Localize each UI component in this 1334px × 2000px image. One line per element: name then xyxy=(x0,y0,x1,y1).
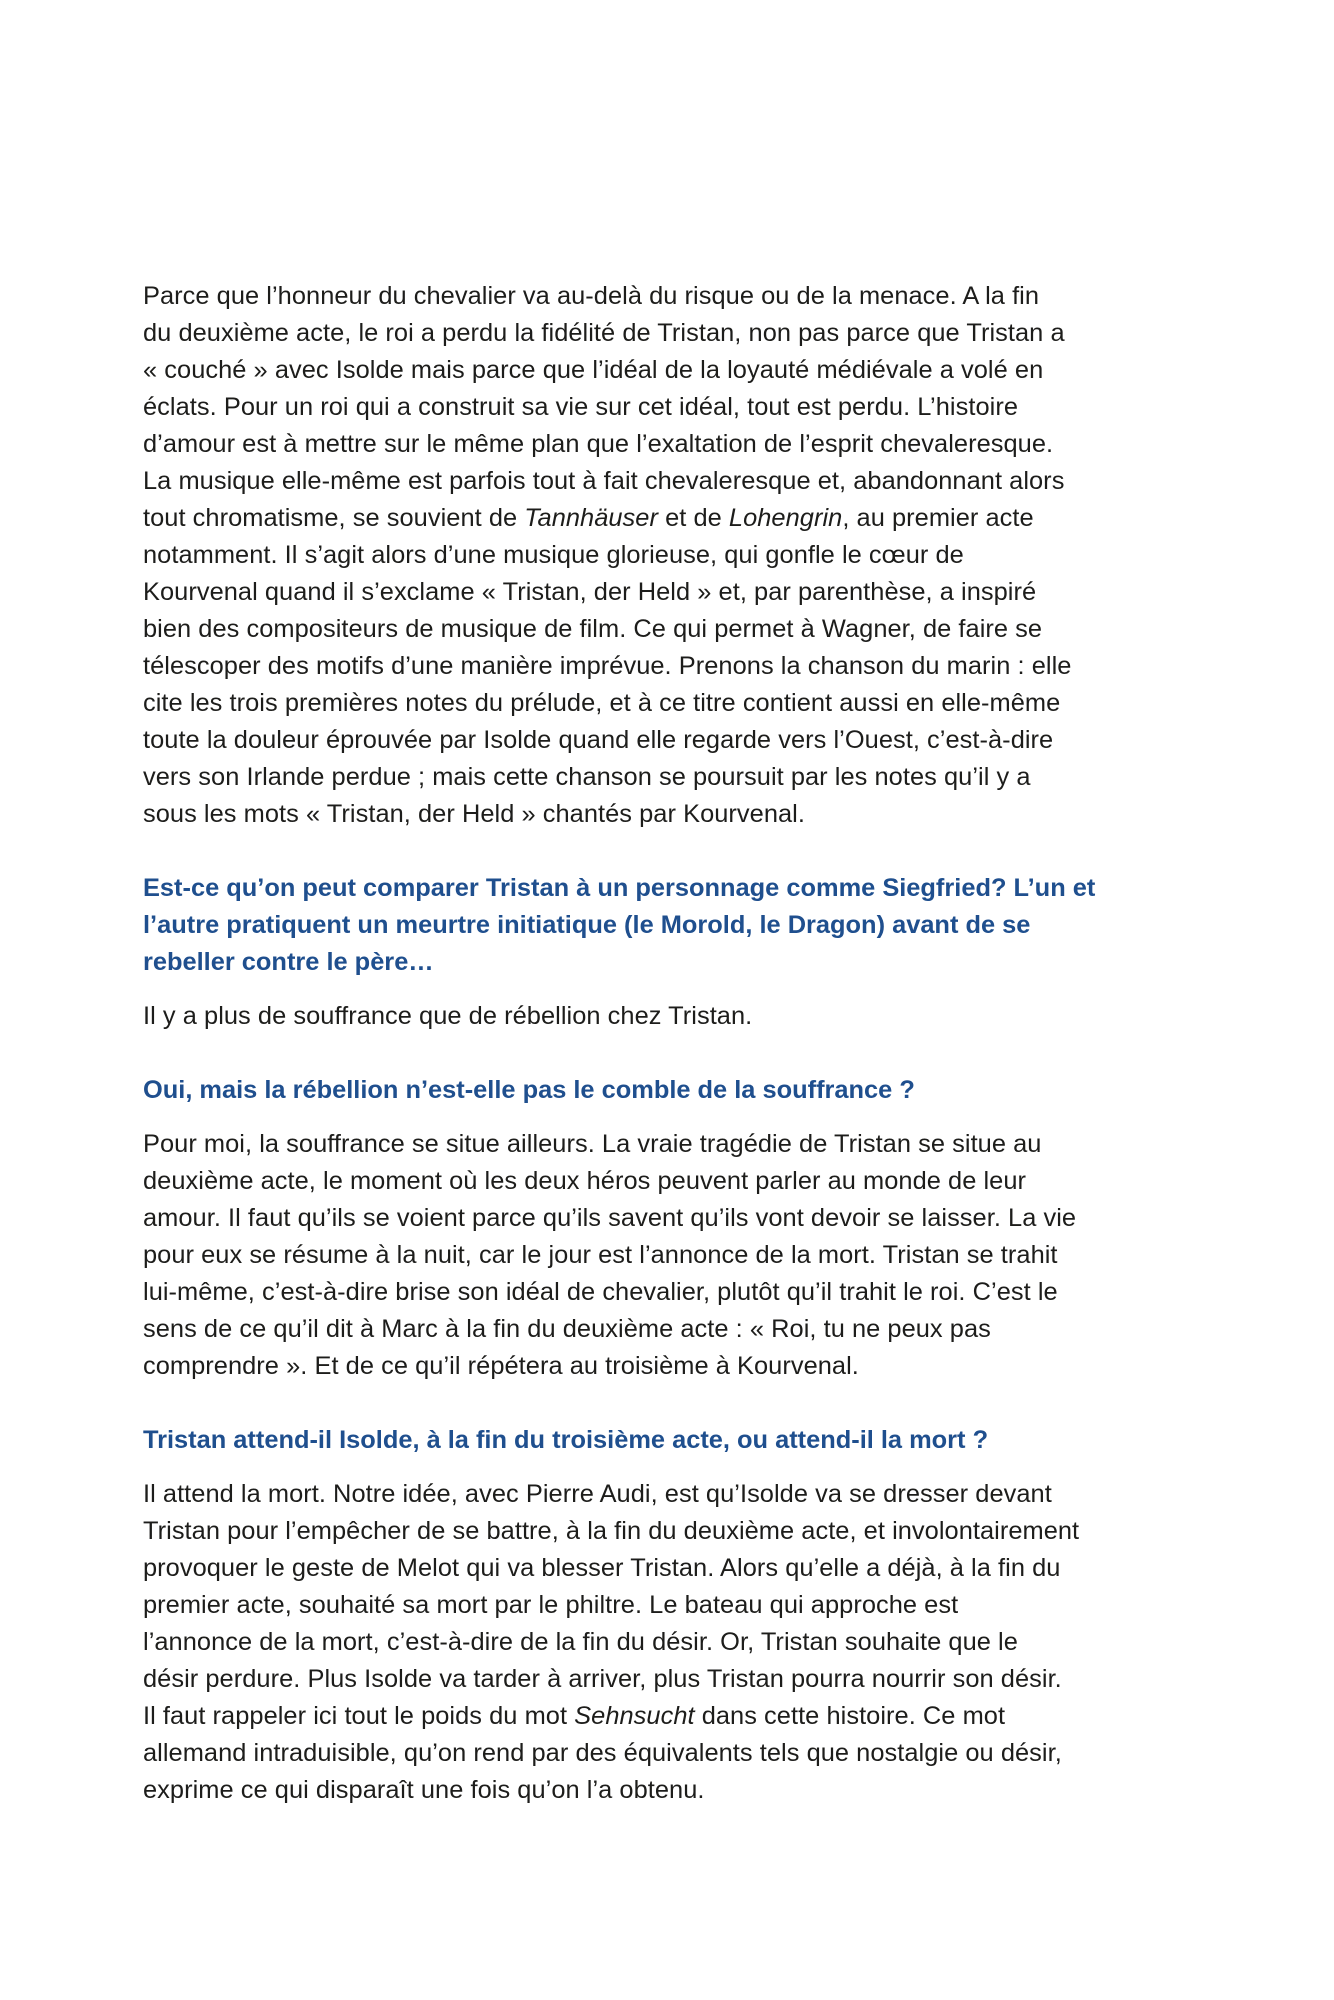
line: désir perdure. Plus Isolde va tarder à arriver, plus Tristan pourra nourrir son désir. xyxy=(143,1665,1062,1693)
line: cite les trois premières notes du prélude, et à ce titre contient aussi en elle-même xyxy=(143,689,1061,717)
line: toute la douleur éprouvée par Isolde quand elle regarde vers l’Ouest, c’est-à-dire xyxy=(143,726,1054,754)
line: La musique elle-même est parfois tout à fait chevaleresque et, abandonnant alors xyxy=(143,467,1065,495)
line: lui-même, c’est-à-dire brise son idéal de chevalier, plutôt qu’il trahit le roi. C’est le xyxy=(143,1278,1058,1306)
line: Tristan attend-il Isolde, à la fin du troisième acte, ou attend-il la mort ? xyxy=(143,1426,989,1454)
line: « couché » avec Isolde mais parce que l’idéal de la loyauté médiévale a volé en xyxy=(143,356,1044,384)
line: deuxième acte, le moment où les deux héros peuvent parler au monde de leur xyxy=(143,1167,1027,1195)
work-title: Tannhäuser xyxy=(524,504,658,532)
answer-paragraph-2 xyxy=(143,998,1191,1035)
line: notamment. Il s’agit alors d’une musique glorieuse, qui gonfle le cœur de xyxy=(143,541,964,569)
line: Kourvenal quand il s’exclame « Tristan, der Held » et, par parenthèse, a inspiré xyxy=(143,578,1037,606)
line: Tristan pour l’empêcher de se battre, à la fin du deuxième acte, et involontairement xyxy=(143,1517,1080,1545)
german-term: Sehnsucht xyxy=(574,1702,695,1730)
line: rebeller contre le père… xyxy=(143,948,434,976)
interview-question-3 xyxy=(143,1422,1191,1459)
line: premier acte, souhaité sa mort par le philtre. Le bateau qui approche est xyxy=(143,1591,959,1619)
work-title: Lohengrin xyxy=(728,504,843,532)
line: Pour moi, la souffrance se situe ailleurs. La vraie tragédie de Tristan se situe au xyxy=(143,1130,1042,1158)
line: sous les mots « Tristan, der Held » chantés par Kourvenal. xyxy=(143,800,805,828)
answer-paragraph-1 xyxy=(143,278,1191,833)
line: provoquer le geste de Melot qui va blesser Tristan. Alors qu’elle a déjà, à la fin du xyxy=(143,1554,1061,1582)
line: exprime ce qui disparaît une fois qu’on l’a obtenu. xyxy=(143,1776,705,1804)
interview-question-2 xyxy=(143,1072,1191,1109)
line: l’annonce de la mort, c’est-à-dire de la fin du désir. Or, Tristan souhaite que le xyxy=(143,1628,1018,1656)
page-body xyxy=(143,278,1191,1809)
line: comprendre ». Et de ce qu’il répétera au troisième à Kourvenal. xyxy=(143,1352,859,1380)
line: du deuxième acte, le roi a perdu la fidélité de Tristan, non pas parce que Tristan a xyxy=(143,319,1065,347)
line: Est-ce qu’on peut comparer Tristan à un personnage comme Siegfried? L’un et xyxy=(143,874,1096,902)
line: Il attend la mort. Notre idée, avec Pierre Audi, est qu’Isolde va se dresser devant xyxy=(143,1480,1052,1508)
line: télescoper des motifs d’une manière imprévue. Prenons la chanson du marin : elle xyxy=(143,652,1072,680)
line: l’autre pratiquent un meurtre initiatique (le Morold, le Dragon) avant de se xyxy=(143,911,1031,939)
line: bien des compositeurs de musique de film. Ce qui permet à Wagner, de faire se xyxy=(143,615,1043,643)
line-with-term: Il faut rappeler ici tout le poids du mot Sehnsucht dans cette histoire. Ce mot xyxy=(143,1702,1006,1730)
line: allemand intraduisible, qu’on rend par des équivalents tels que nostalgie ou désir, xyxy=(143,1739,1062,1767)
line: vers son Irlande perdue ; mais cette chanson se poursuit par les notes qu’il y a xyxy=(143,763,1031,791)
line: amour. Il faut qu’ils se voient parce qu’ils savent qu’ils vont devoir se laisser. La vie xyxy=(143,1204,1077,1232)
answer-paragraph-4 xyxy=(143,1476,1191,1809)
line: sens de ce qu’il dit à Marc à la fin du deuxième acte : « Roi, tu ne peux pas xyxy=(143,1315,991,1343)
line-with-titles: tout chromatisme, se souvient de Tannhäuser et de Lohengrin, au premier acte xyxy=(143,504,1034,532)
line: pour eux se résume à la nuit, car le jour est l’annonce de la mort. Tristan se trahit xyxy=(143,1241,1058,1269)
line: Oui, mais la rébellion n’est-elle pas le comble de la souffrance ? xyxy=(143,1076,915,1104)
line: éclats. Pour un roi qui a construit sa vie sur cet idéal, tout est perdu. L’histoire xyxy=(143,393,1018,421)
line: Il y a plus de souffrance que de rébellion chez Tristan. xyxy=(143,1002,753,1030)
line: d’amour est à mettre sur le même plan que l’exaltation de l’esprit chevaleresque. xyxy=(143,430,1054,458)
line: Parce que l’honneur du chevalier va au-delà du risque ou de la menace. A la fin xyxy=(143,282,1040,310)
answer-paragraph-3 xyxy=(143,1126,1191,1385)
interview-question-1 xyxy=(143,870,1191,981)
